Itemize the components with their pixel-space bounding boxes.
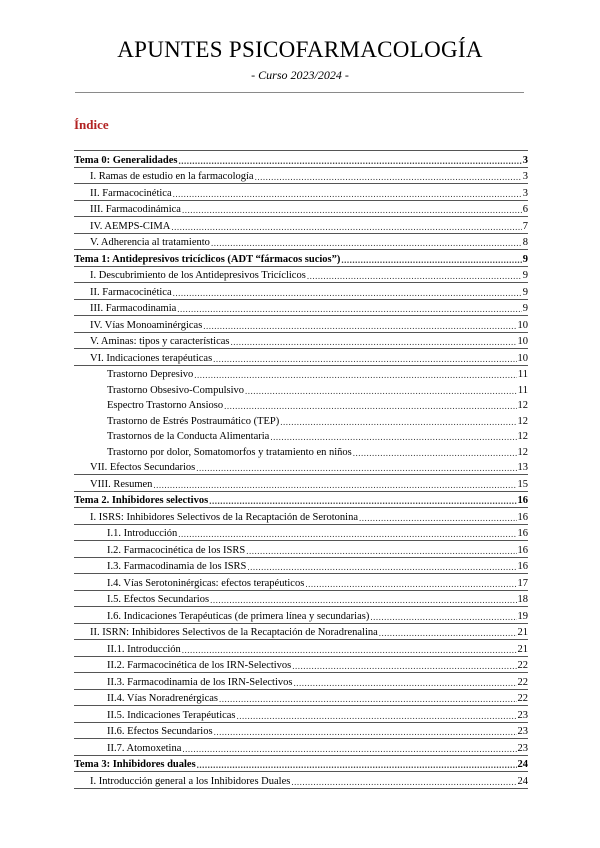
toc-entry[interactable]	[74, 397, 528, 413]
title-divider	[75, 92, 524, 93]
toc-leader	[305, 578, 516, 590]
toc-entry-page: 12	[517, 415, 528, 427]
toc-leader	[359, 512, 517, 524]
toc-leader	[182, 644, 517, 656]
toc-leader	[353, 447, 517, 459]
toc-entry-page: 24	[517, 775, 528, 787]
toc-entry-page: 16	[517, 561, 528, 572]
toc-entry-page: 21	[517, 643, 528, 655]
toc-entry[interactable]	[74, 283, 528, 300]
toc-heading: Índice	[74, 117, 109, 132]
toc-entry[interactable]	[74, 657, 528, 674]
toc-leader	[209, 495, 516, 507]
toc-entry-title: II.2. Farmacocinética de los IRN-Selectivos	[107, 660, 292, 671]
toc-entry-page: 3	[522, 154, 528, 166]
toc-entry-title: I.6. Indicaciones Terapéuticas (de primera línea y secundarias)	[107, 610, 370, 622]
toc-entry[interactable]	[74, 412, 528, 428]
toc-entry[interactable]	[74, 349, 528, 366]
toc-leader	[182, 204, 522, 216]
toc-leader	[173, 287, 522, 299]
toc-entry-title: I. ISRS: Inhibidores Selectivos de la Recaptación de Serotonina	[90, 511, 358, 523]
toc-entry-title: Trastorno Obsesivo-Compulsivo	[107, 384, 244, 396]
toc-entry-page: 16	[517, 544, 528, 556]
toc-entry-title: Tema 0: Generalidades	[74, 154, 178, 166]
toc-entry[interactable]	[74, 690, 528, 707]
toc-entry-page: 9	[522, 286, 528, 298]
toc-entry[interactable]	[74, 443, 528, 459]
toc-entry-title: I.5. Efectos Secundarios	[107, 594, 210, 605]
toc-leader	[291, 776, 516, 788]
toc-leader	[214, 726, 517, 738]
toc-entry-page: 8	[522, 237, 528, 248]
toc-entry-title: VI. Indicaciones terapéuticas	[90, 352, 213, 364]
toc-leader	[292, 660, 516, 672]
toc-leader	[153, 479, 516, 491]
toc-leader	[219, 693, 517, 705]
toc-leader	[224, 400, 516, 412]
toc-leader	[211, 237, 522, 249]
toc-leader	[237, 710, 517, 722]
toc-entry[interactable]	[74, 201, 528, 218]
toc-entry-title: I. Introducción general a los Inhibidores Duales	[90, 775, 291, 787]
toc-entry[interactable]	[74, 184, 528, 201]
table-of-contents	[74, 150, 528, 789]
toc-entry-page: 22	[517, 693, 528, 704]
toc-entry-page: 16	[517, 528, 528, 539]
toc-entry-title: Trastornos de la Conducta Alimentaria	[107, 431, 270, 442]
toc-entry[interactable]	[74, 428, 528, 444]
toc-entry[interactable]	[74, 772, 528, 789]
toc-entry[interactable]	[74, 706, 528, 723]
toc-entry-page: 19	[517, 610, 528, 622]
toc-entry-page: 10	[517, 352, 528, 364]
toc-entry-page: 3	[522, 187, 528, 199]
toc-entry-title: IV. Vías Monoaminérgicas	[90, 319, 203, 331]
toc-entry[interactable]	[74, 459, 528, 476]
toc-entry[interactable]	[74, 366, 528, 382]
toc-entry-page: 22	[517, 660, 528, 671]
toc-entry[interactable]	[74, 267, 528, 284]
toc-entry[interactable]	[74, 316, 528, 333]
toc-leader	[255, 171, 522, 183]
toc-entry-page: 9	[522, 303, 528, 314]
toc-entry-title: II. Farmacocinética	[90, 286, 172, 298]
toc-leader	[246, 545, 516, 557]
toc-entry-page: 12	[517, 431, 528, 442]
toc-leader	[213, 353, 516, 365]
toc-entry-page: 23	[517, 709, 528, 721]
toc-entry-title: II.5. Indicaciones Terapéuticas	[107, 709, 236, 721]
toc-leader	[341, 254, 521, 266]
toc-entry-title: I.3. Farmacodinamia de los ISRS	[107, 561, 247, 572]
toc-leader	[171, 221, 521, 233]
toc-entry-page: 11	[517, 369, 528, 380]
toc-entry[interactable]	[74, 574, 528, 591]
toc-entry-page: 23	[517, 726, 528, 737]
toc-entry-title: IV. AEMPS-CIMA	[90, 220, 171, 232]
toc-entry[interactable]	[74, 475, 528, 492]
toc-leader	[178, 528, 516, 540]
toc-entry[interactable]	[74, 300, 528, 317]
toc-entry-title: II. ISRN: Inhibidores Selectivos de la Recaptación de Noradrenalina	[90, 627, 378, 638]
toc-entry[interactable]	[74, 234, 528, 251]
toc-entry-title: II.1. Introducción	[107, 643, 181, 655]
toc-entry-title: V. Adherencia al tratamiento	[90, 237, 210, 248]
toc-entry-title: I.2. Farmacocinética de los ISRS	[107, 544, 246, 556]
toc-entry-title: I. Descubrimiento de los Antidepresivos Tricíclicos	[90, 270, 306, 281]
toc-leader	[194, 369, 517, 381]
toc-leader	[307, 270, 522, 282]
toc-entry-title: II. Farmacocinética	[90, 187, 172, 199]
toc-entry-page: 24	[517, 759, 528, 770]
toc-entry-page: 3	[522, 171, 528, 182]
toc-entry-chapter[interactable]	[74, 756, 528, 773]
toc-entry-title: Tema 1: Antidepresivos tricíclicos (ADT “fármacos sucios”)	[74, 253, 341, 265]
toc-entry-page: 22	[517, 676, 528, 688]
toc-entry-title: I.1. Introducción	[107, 528, 178, 539]
toc-entry-title: VIII. Resumen	[90, 478, 153, 490]
toc-leader	[210, 594, 516, 606]
toc-entry[interactable]	[74, 558, 528, 575]
toc-leader	[247, 561, 516, 573]
toc-entry[interactable]	[74, 508, 528, 525]
toc-entry-chapter[interactable]	[74, 250, 528, 267]
toc-entry[interactable]	[74, 381, 528, 397]
toc-entry-title: I.4. Vías Serotoninérgicas: efectos terapéuticos	[107, 577, 305, 589]
toc-entry-title: Trastorno por dolor, Somatomorfos y tratamiento en niños	[107, 446, 352, 458]
toc-entry[interactable]	[74, 541, 528, 558]
toc-entry-title: III. Farmacodinámica	[90, 204, 181, 215]
toc-entry-title: VII. Efectos Secundarios	[90, 462, 196, 473]
toc-entry-title: Trastorno Depresivo	[107, 369, 194, 380]
toc-entry-page: 12	[517, 400, 528, 411]
toc-entry-title: Tema 3: Inhibidores duales	[74, 759, 196, 770]
toc-leader	[203, 320, 516, 332]
toc-entry-title: II.6. Efectos Secundarios	[107, 726, 213, 737]
toc-entry-title: Espectro Trastorno Ansioso	[107, 400, 224, 411]
toc-entry[interactable]	[74, 607, 528, 624]
toc-entry-page: 17	[517, 577, 528, 589]
toc-entry[interactable]	[74, 217, 528, 234]
toc-entry[interactable]	[74, 591, 528, 608]
toc-entry[interactable]	[74, 739, 528, 756]
toc-leader	[173, 188, 522, 200]
toc-entry-page: 10	[517, 319, 528, 331]
toc-leader	[270, 431, 516, 443]
toc-entry-page: 7	[522, 220, 528, 232]
toc-entry-title: Tema 2. Inhibidores selectivos	[74, 495, 209, 506]
toc-entry-chapter[interactable]	[74, 151, 528, 168]
toc-entry-chapter[interactable]	[74, 492, 528, 509]
toc-entry-page: 11	[517, 384, 528, 396]
toc-entry-title: V. Aminas: tipos y características	[90, 336, 230, 347]
toc-entry[interactable]	[74, 168, 528, 185]
toc-entry[interactable]	[74, 525, 528, 542]
toc-leader	[280, 416, 516, 428]
toc-entry-page: 21	[517, 627, 528, 638]
toc-leader	[178, 155, 521, 167]
toc-entry[interactable]	[74, 673, 528, 690]
toc-entry[interactable]	[74, 624, 528, 641]
toc-entry-page: 9	[522, 253, 528, 265]
toc-entry-page: 23	[517, 742, 528, 754]
toc-entry-page: 9	[522, 270, 528, 281]
toc-entry-page: 13	[517, 462, 528, 473]
toc-entry[interactable]	[74, 640, 528, 657]
toc-entry-page: 15	[517, 478, 528, 490]
toc-entry[interactable]	[74, 333, 528, 350]
toc-leader	[197, 759, 517, 771]
toc-leader	[293, 677, 516, 689]
toc-entry-title: I. Ramas de estudio en la farmacología	[90, 171, 254, 182]
toc-leader	[177, 303, 521, 315]
toc-entry-page: 16	[517, 511, 528, 523]
toc-entry-page: 6	[522, 204, 528, 215]
toc-entry-title: II.4. Vías Noradrenérgicas	[107, 693, 218, 704]
toc-entry-page: 18	[517, 594, 528, 605]
toc-entry-title: III. Farmacodinamia	[90, 303, 177, 314]
toc-entry[interactable]	[74, 723, 528, 740]
toc-leader	[196, 462, 516, 474]
toc-entry-title: Trastorno de Estrés Postraumático (TEP)	[107, 415, 280, 427]
toc-leader	[245, 385, 517, 397]
toc-leader	[182, 743, 516, 755]
toc-entry-title: II.7. Atomoxetina	[107, 742, 182, 754]
toc-entry-page: 12	[517, 446, 528, 458]
document-title: APUNTES PSICOFARMACOLOGÍA	[117, 37, 483, 62]
toc-entry-page: 16	[517, 495, 528, 506]
toc-entry-title: II.3. Farmacodinamia de los IRN-Selectivos	[107, 676, 293, 688]
toc-leader	[230, 336, 516, 348]
toc-leader	[370, 611, 516, 623]
document-subtitle: - Curso 2023/2024 -	[251, 68, 349, 82]
toc-leader	[379, 627, 517, 639]
toc-entry-page: 10	[517, 336, 528, 347]
